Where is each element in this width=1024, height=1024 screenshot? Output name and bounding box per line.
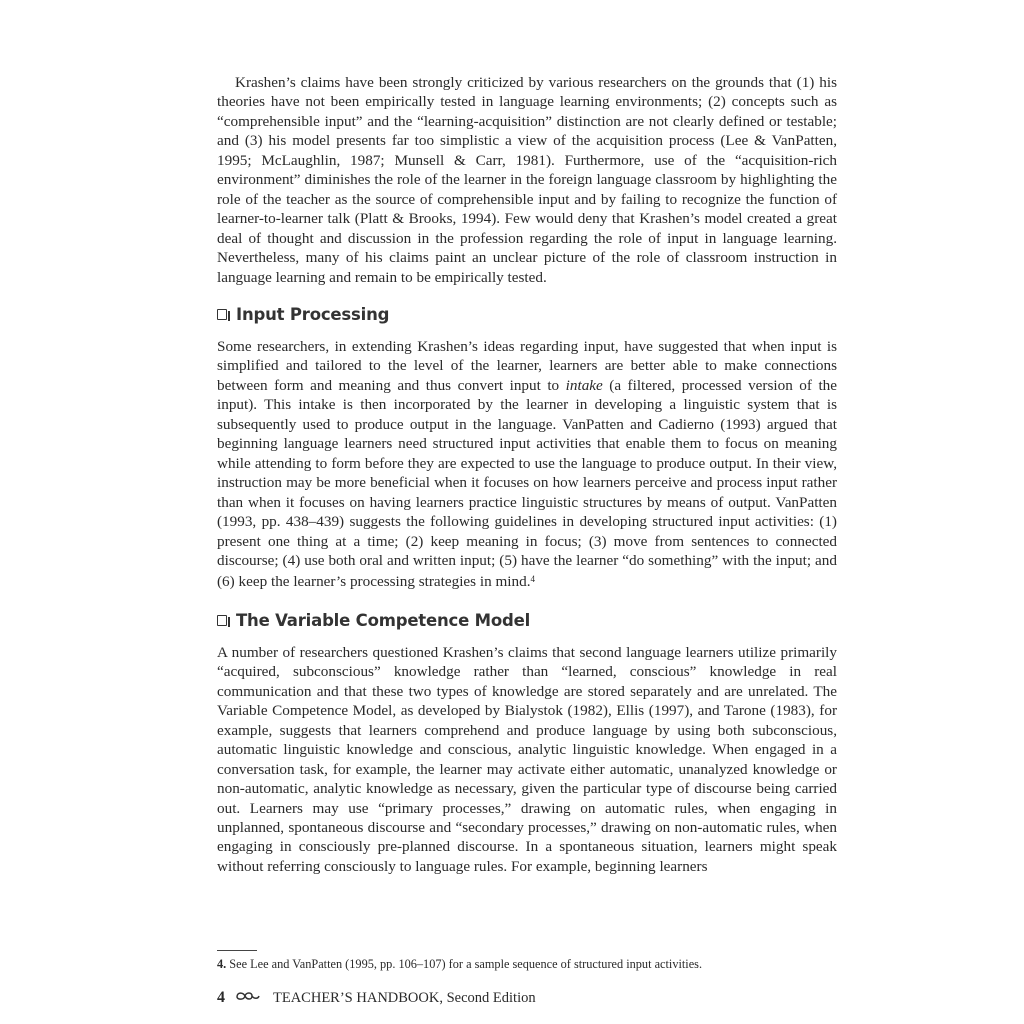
checkbox-bullet-icon (217, 309, 227, 320)
section-heading-variable-competence (217, 611, 837, 630)
intro-paragraph: Krashen’s claims have been strongly criticized by various researchers on the grounds that (1) his theories have not been empirically tested in language learning environments; (2) concepts such as “comprehensible input” and the “learning-acquisition” distinction are not clearly defined or testable; and (3) his model presents far too simplistic a view of the acquisition process (Lee & VanPatten, 1995; McLaughlin, 1987; Munsell & Carr, 1981). Furthermore, use of the “acquisition-rich environment” diminishes the role of the learner in the foreign language classroom by highlighting the role of the teacher as the source of comprehensible input and by failing to recognize the function of learner-to-learner talk (Platt & Brooks, 1994). Few would deny that Krashen’s model created a great deal of thought and discussion in the profession regarding the role of input in language learning. Nevertheless, many of his claims paint an unclear picture of the role of classroom instruction in language learning and remain to be empirically tested. (217, 74, 837, 286)
page-number: 4 (217, 989, 225, 1006)
footnote-divider (217, 950, 257, 951)
swash-ornament-icon (235, 990, 261, 1007)
running-title: TEACHER’S HANDBOOK, Second Edition (273, 989, 536, 1006)
page-footer (217, 989, 536, 1007)
footnote (217, 957, 702, 972)
section-heading-input-processing (217, 305, 837, 324)
paragraph-text: (a filtered, processed version of the input). This intake is then incorporated by the learner in developing a linguistic system that is subsequently used to produce output in the language. VanPatten and Cadierno (1993) argued that beginning language learners need structured input activities that enable them to focus on meaning while attending to form before they are expected to use the language to produce output. In their view, instruction may be more beneficial when it focuses on how learners perceive and process input rather than when it focuses on having learners practice linguistic structures by means of output. VanPatten (1993, pp. 438–439) suggests the following guidelines in developing structured input activities: (1) present one thing at a time; (2) keep meaning in focus; (3) move from sentences to connected discourse; (4) use both oral and written input; (5) have the learner “do something” with the input; and (6) keep the learner’s processing strategies in mind. (217, 376, 837, 591)
section-heading-text: The Variable Competence Model (236, 610, 531, 630)
variable-competence-paragraph: A number of researchers questioned Krashen’s claims that second language learners utilize primarily “acquired, subconscious” knowledge rather than “learned, conscious” knowledge in real communication and that these two types of knowledge are stored separately and are unrelated. The Variable Competence Model, as developed by Bialystok (1982), Ellis (1997), and Tarone (1983), for example, suggests that learners comprehend and produce language by using both subconscious, automatic linguistic knowledge and conscious, analytic linguistic knowledge. When engaged in a conversation task, for example, the learner may activate either automatic, unanalyzed knowledge or non-automatic, analytic knowledge as necessary, given the particular type of discourse being carried out. Learners may use “primary processes,” drawing on automatic rules, when engaging in unplanned, spontaneous discourse and “secondary processes,” drawing on non-automatic rules, when engaging in consciously pre-planned discourse. In a spontaneous situation, learners might speak without referring consciously to language rules. For example, beginning learners (217, 643, 837, 875)
footnote-number: 4. (217, 957, 227, 971)
section-heading-text: Input Processing (236, 304, 390, 324)
page-body (217, 73, 837, 876)
footnote-text: See Lee and VanPatten (1995, pp. 106–107) for a sample sequence of structured input activities. (226, 957, 703, 971)
footnote-reference[interactable]: 4 (530, 574, 535, 585)
checkbox-bullet-icon (217, 615, 227, 626)
paragraph-text: Some researchers, in extending Krashen’s ideas regarding input, have suggested that when input is simplified and tailored to the level of the learner, learners are better able to make connections between form and meaning and thus convert input to (217, 337, 837, 394)
italic-term: intake (565, 376, 603, 394)
input-processing-paragraph (217, 337, 837, 592)
